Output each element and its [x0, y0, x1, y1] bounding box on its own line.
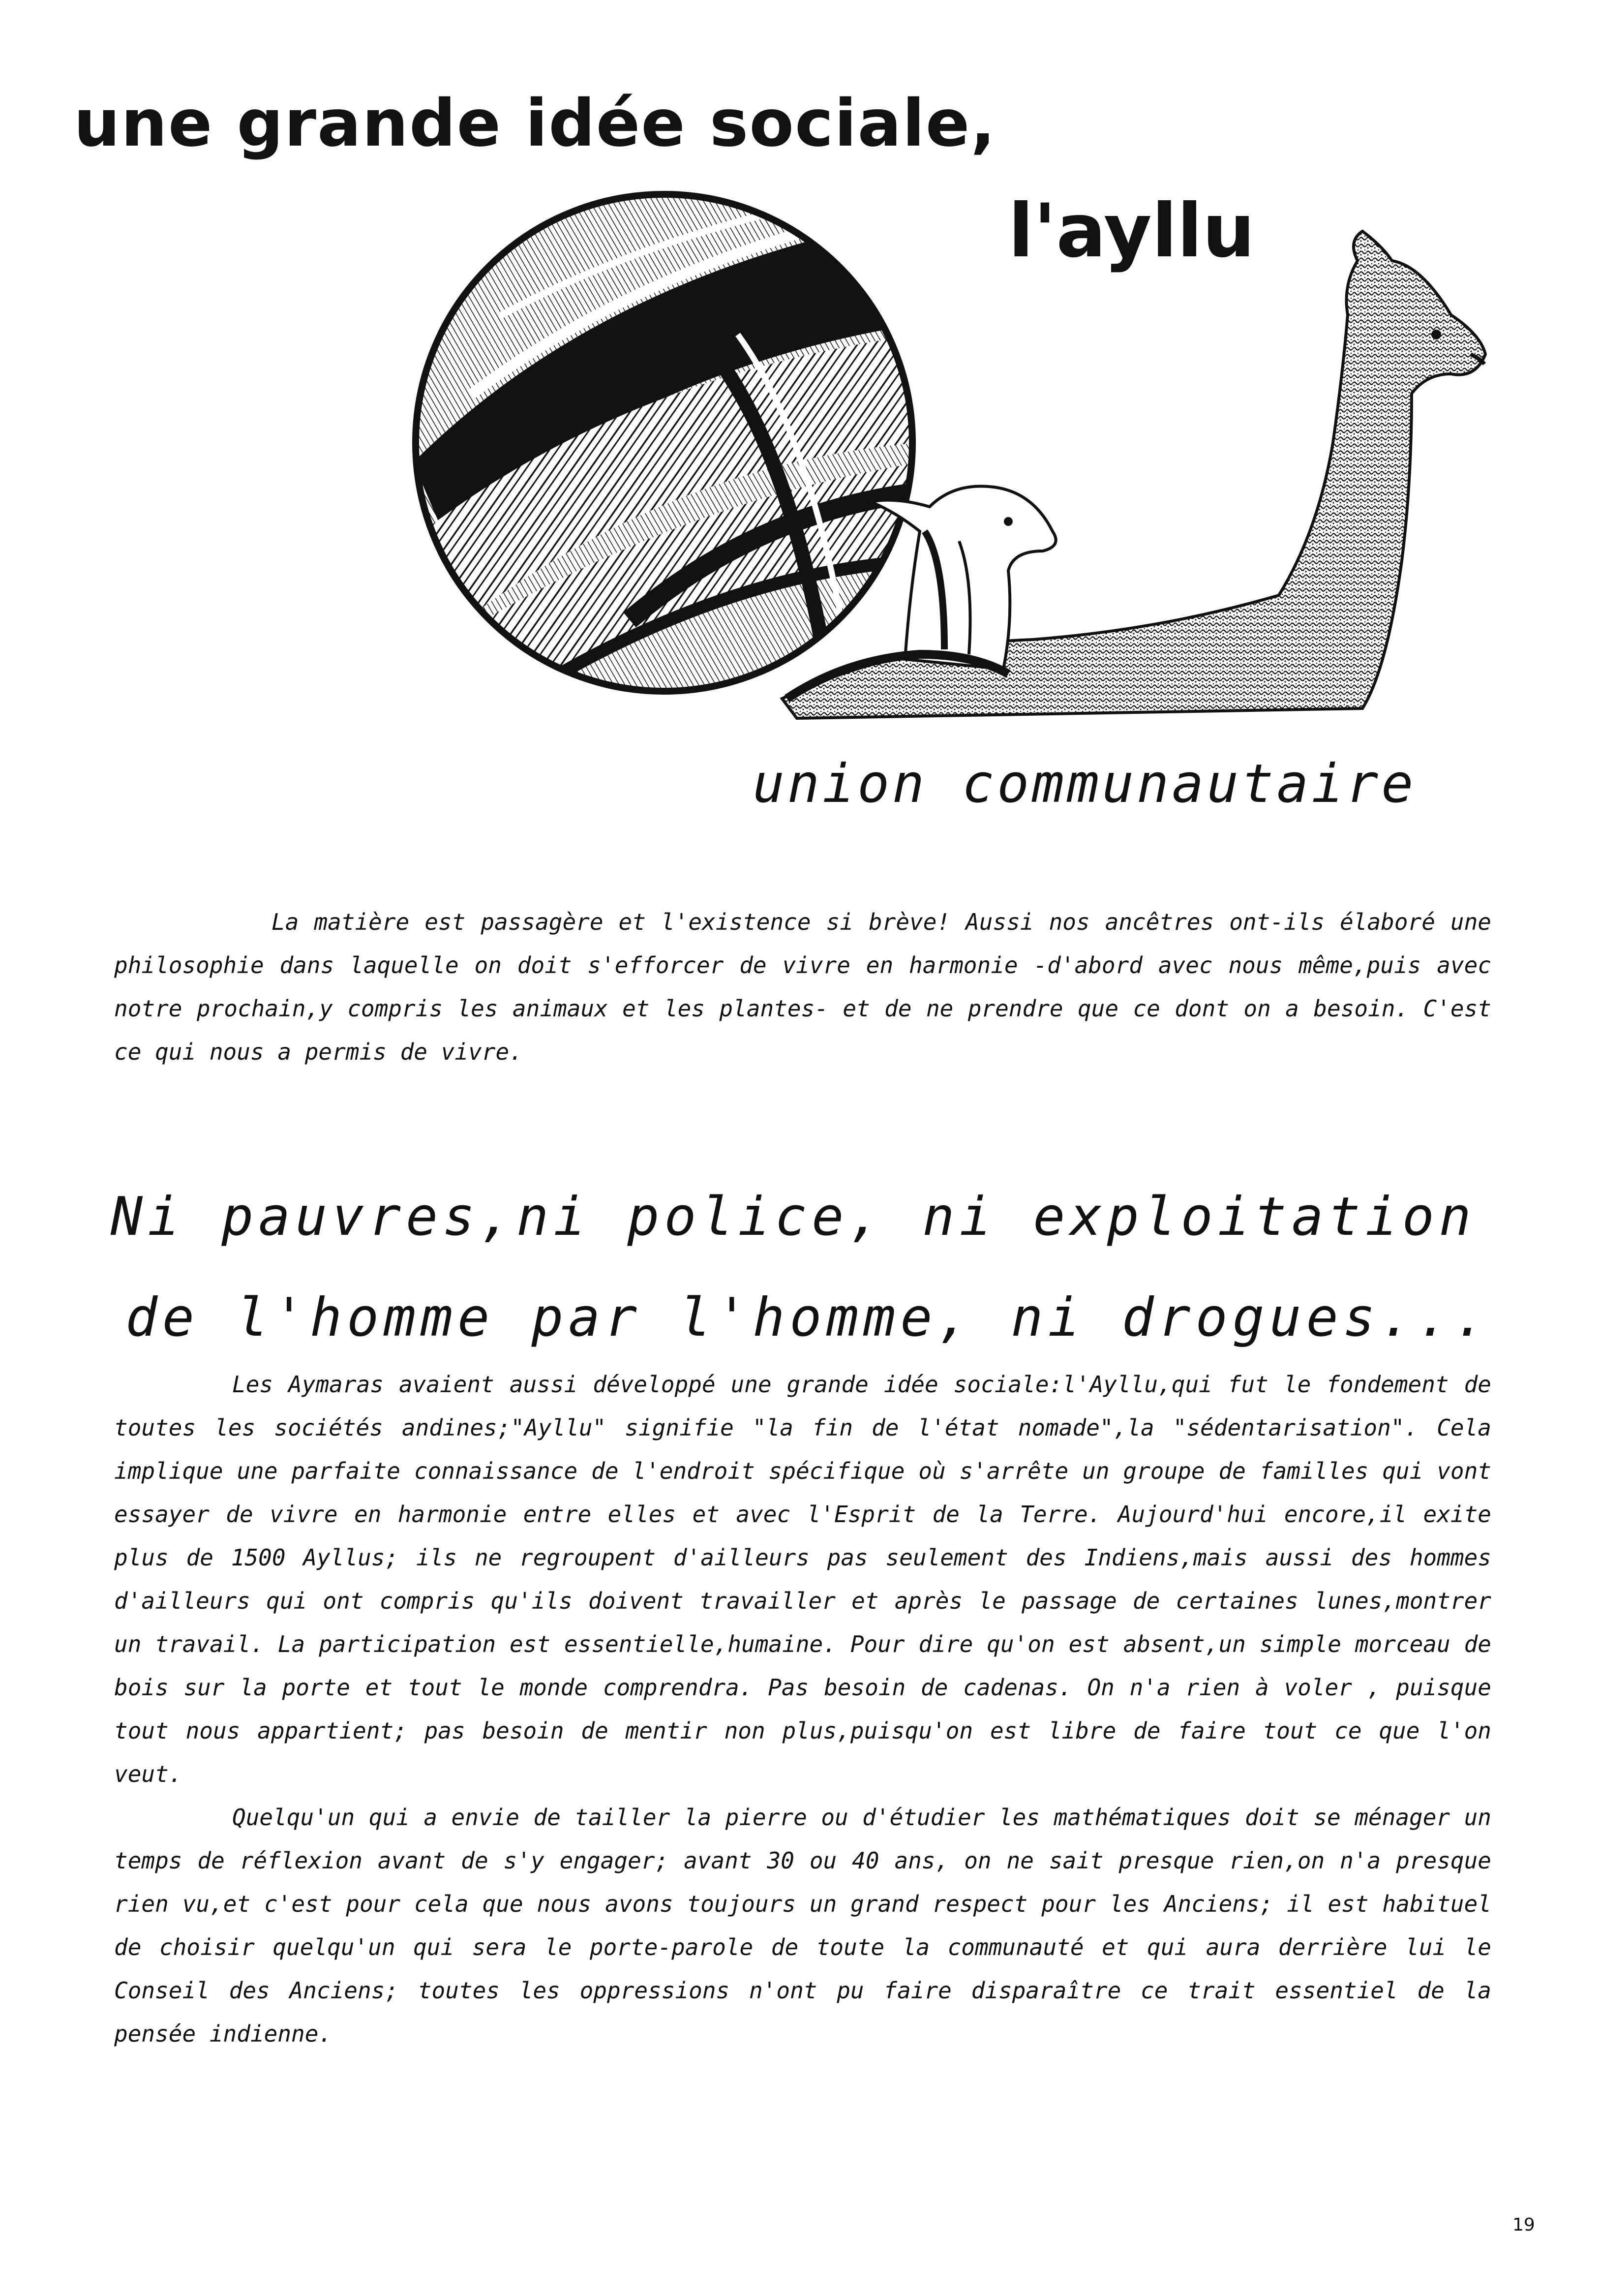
subtitle: union communautaire	[753, 753, 1417, 815]
reed-boat-photo	[403, 187, 925, 708]
intro-paragraph: La matière est passagère et l'existence si brève! Aussi nos ancêtres ont-ils élaboré une philosophie dans laquelle on doit s'efforcer de vivre en harmonie -d'abord avec nous même,puis avec notre prochain,y compris les animaux et les plantes- et de ne prendre que ce dont on a besoin. C'est ce qui nous a permis de vivre.	[114, 909, 1491, 1065]
body-paragraph-1: Les Aymaras avaient aussi développé une grande idée sociale:l'Ayllu,qui fut le fondement de toutes les sociétés andines;"Ayllu" signifie "la fin de l'état nomade",la "sédentarisation". Cela implique une parfaite connaissance de l'endroit spécifique où s'arrête un groupe de familles qui vont essayer de vivre en harmonie entre elles et avec l'Esprit de la Terre. Aujourd'hui encore,il exite plus de 1500 Ayllus; ils ne regroupent d'ailleurs pas seulement des Indiens,mais aussi des hommes d'ailleurs qui ont compris qu'ils doivent travailler et après le passage de certaines lunes,montrer un travail. La participation est essentielle,humaine. Pour dire qu'on est absent,un simple morceau de bois sur la porte et tout le monde comprendra. Pas besoin de cadenas. On n'a rien à voler , puisque tout nous appartient; pas besoin de mentir non plus,puisqu'on est libre de faire tout ce que l'on veut.	[114, 1371, 1491, 1787]
page-number: 19	[1512, 2215, 1535, 2235]
headline-line-2: de l'homme par l'homme, ni drogues...	[125, 1287, 1491, 1348]
illustration	[354, 187, 1535, 748]
headline-line-1: Ni pauvres,ni police, ni exploitation	[111, 1186, 1476, 1248]
body-text	[114, 1363, 1491, 2055]
body-paragraph-2: Quelqu'un qui a envie de tailler la pierre ou d'étudier les mathématiques doit se ménager un temps de réflexion avant de s'y engager; avant 30 ou 40 ans, on ne sait presque rien,on n'a presque rien vu,et c'est pour cela que nous avons toujours un grand respect pour les Anciens; il est habituel de choisir quelqu'un qui sera le porte-parole de toute la communauté et qui aura derrière lui le Conseil des Anciens; toutes les oppressions n'ont pu faire disparaître ce trait essentiel de la pensée indienne.	[114, 1804, 1491, 2047]
title-line-1: une grande idée sociale,	[74, 86, 996, 161]
title-line-2: l'ayllu	[1008, 188, 1255, 274]
